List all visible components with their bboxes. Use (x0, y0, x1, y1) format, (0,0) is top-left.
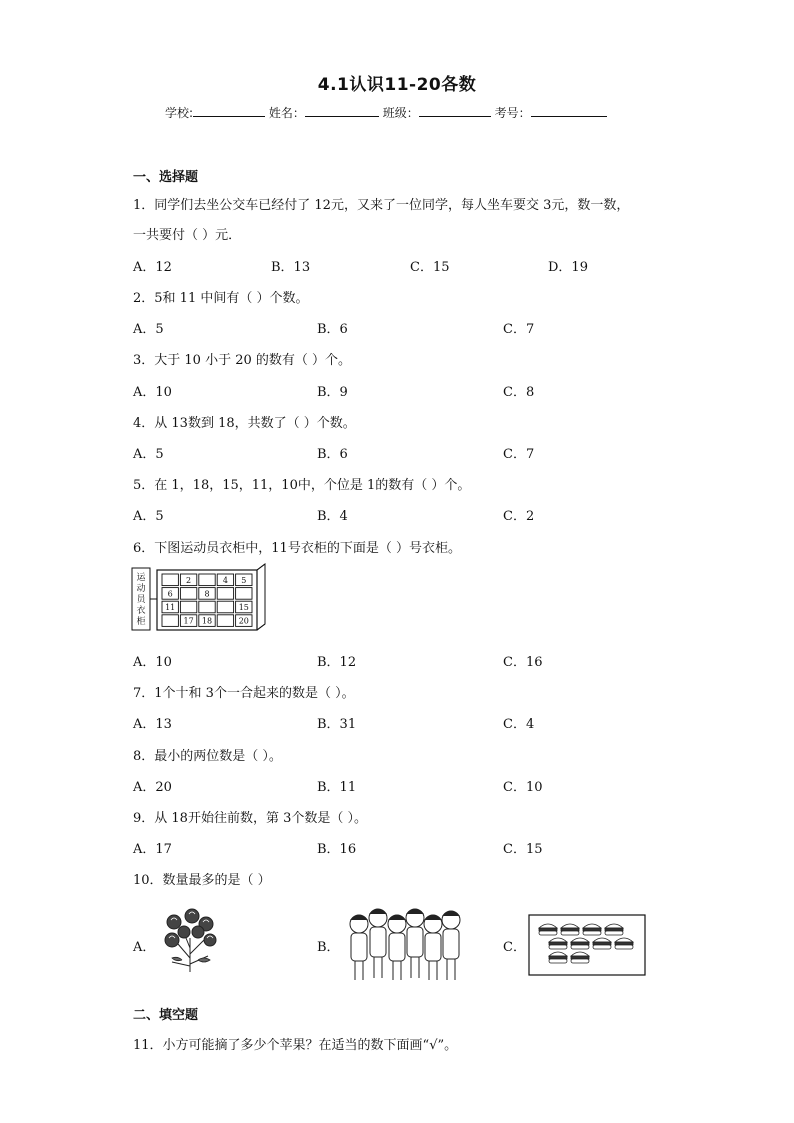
locker-cell (180, 588, 196, 600)
q8-option-c[interactable]: C．10 (503, 780, 543, 795)
q1-option-a[interactable]: A．12 (133, 260, 172, 275)
burger-icon (539, 924, 557, 935)
locker-side-char: 衣 (136, 606, 146, 616)
question-2: 2．5和 11 中间有（ ）个数。 (133, 291, 309, 306)
locker-side-label (136, 572, 146, 627)
name-blank[interactable] (305, 104, 379, 117)
q5-option-b[interactable]: B．4 (317, 509, 348, 524)
locker-cell (162, 615, 178, 627)
q3-option-b[interactable]: B．9 (317, 385, 348, 400)
locker-number: 2 (186, 575, 192, 585)
question-11: 11．小方可能摘了多少个苹果？在适当的数下面画“√”。 (133, 1038, 458, 1053)
q3-option-a[interactable]: A．10 (133, 385, 172, 400)
school-label: 学校: (165, 106, 194, 120)
question-1: 1．同学们去坐公交车已经付了 12元，又来了一位同学，每人坐车要交 3元，数一数， (133, 198, 630, 213)
locker-cell (217, 588, 233, 600)
q10-option-c[interactable]: C． (503, 940, 526, 955)
section-choice-title: 一、选择题 (133, 170, 199, 185)
burger-icon (549, 952, 567, 963)
q8-option-a[interactable]: A．20 (133, 780, 172, 795)
burger-icon (615, 938, 633, 949)
question-7: 7．1个十和 3个一合起来的数是（ ）。 (133, 686, 355, 701)
question-9: 9．从 18开始往前数，第 3个数是（ ）。 (133, 811, 367, 826)
locker-number: 5 (241, 575, 247, 585)
locker-cell (217, 615, 233, 627)
q3-option-c[interactable]: C．8 (503, 385, 535, 400)
class-blank[interactable] (419, 104, 491, 117)
burger-icon (605, 924, 623, 935)
class-label: 班级： (382, 106, 419, 120)
name-label: 姓名： (268, 106, 305, 120)
locker-number: 11 (165, 603, 176, 612)
locker-cell (199, 574, 215, 586)
q4-option-b[interactable]: B．6 (317, 447, 348, 462)
exam-no-label: 考号： (494, 106, 531, 120)
question-6: 6．下图运动员衣柜中，11号衣柜的下面是（ ）号衣柜。 (133, 541, 461, 556)
q6-option-b[interactable]: B．12 (317, 655, 357, 670)
locker-cell (199, 601, 215, 613)
question-3: 3．大于 10 小于 20 的数有（ ）个。 (133, 353, 352, 368)
exam-no-blank[interactable] (531, 104, 607, 117)
burger-icon (593, 938, 611, 949)
burger-icon (571, 938, 589, 949)
question-8: 8．最小的两位数是（ ）。 (133, 749, 282, 764)
locker-cell (236, 588, 252, 600)
question-1-line2: 一共要付（ ）元． (133, 228, 242, 243)
burger-icon (561, 924, 579, 935)
locker-number: 6 (167, 589, 173, 599)
q7-option-a[interactable]: A．13 (133, 717, 172, 732)
burger-icon (549, 938, 567, 949)
burger-icon (583, 924, 601, 935)
q4-option-c[interactable]: C．7 (503, 447, 535, 462)
children-picture (345, 908, 465, 984)
locker-cell (162, 574, 178, 586)
q7-option-b[interactable]: B．31 (317, 717, 357, 732)
q10-option-a[interactable]: A． (133, 940, 156, 955)
q8-option-b[interactable]: B．11 (317, 780, 357, 795)
question-5: 5．在 1，18，15，11，10中，个位是 1的数有（ ）个。 (133, 478, 471, 493)
question-10: 10．数量最多的是（ ） (133, 873, 271, 888)
locker-number: 4 (222, 575, 228, 585)
locker-number: 8 (204, 589, 210, 599)
school-blank[interactable] (193, 104, 265, 117)
burger-icon (571, 952, 589, 963)
q5-option-c[interactable]: C．2 (503, 509, 535, 524)
section-fill-title: 二、填空题 (133, 1008, 199, 1023)
locker-side-char: 员 (136, 595, 146, 605)
q10-option-b[interactable]: B． (317, 940, 340, 955)
q6-option-c[interactable]: C．16 (503, 655, 543, 670)
locker-side-char: 运 (136, 573, 146, 583)
locker-side-char: 动 (136, 584, 146, 594)
q7-option-c[interactable]: C．4 (503, 717, 535, 732)
q2-option-c[interactable]: C．7 (503, 322, 535, 337)
flowers-picture (160, 908, 222, 974)
locker-cell (180, 601, 196, 613)
locker-side-char: 柜 (136, 617, 146, 627)
locker-number: 18 (201, 616, 213, 626)
q6-option-a[interactable]: A．10 (133, 655, 172, 670)
q4-option-a[interactable]: A．5 (133, 447, 164, 462)
question-4: 4．从 13数到 18，共数了（ ）个数。 (133, 416, 356, 431)
q5-option-a[interactable]: A．5 (133, 509, 164, 524)
locker-number: 20 (238, 616, 249, 626)
page-title: 4.1认识11-20各数 (317, 75, 477, 95)
q1-option-b[interactable]: B．13 (271, 260, 311, 275)
locker-number: 15 (238, 603, 249, 612)
q1-option-c[interactable]: C．15 (410, 260, 450, 275)
locker-number: 17 (183, 616, 194, 626)
locker-cell (217, 601, 233, 613)
q9-option-a[interactable]: A．17 (133, 842, 172, 857)
q1-option-d[interactable]: D．19 (548, 260, 588, 275)
burgers-picture (528, 914, 646, 976)
q9-option-b[interactable]: B．16 (317, 842, 357, 857)
q2-option-b[interactable]: B．6 (317, 322, 348, 337)
q2-option-a[interactable]: A．5 (133, 322, 164, 337)
locker-figure (131, 562, 271, 634)
student-info-line (165, 104, 607, 121)
q9-option-c[interactable]: C．15 (503, 842, 543, 857)
